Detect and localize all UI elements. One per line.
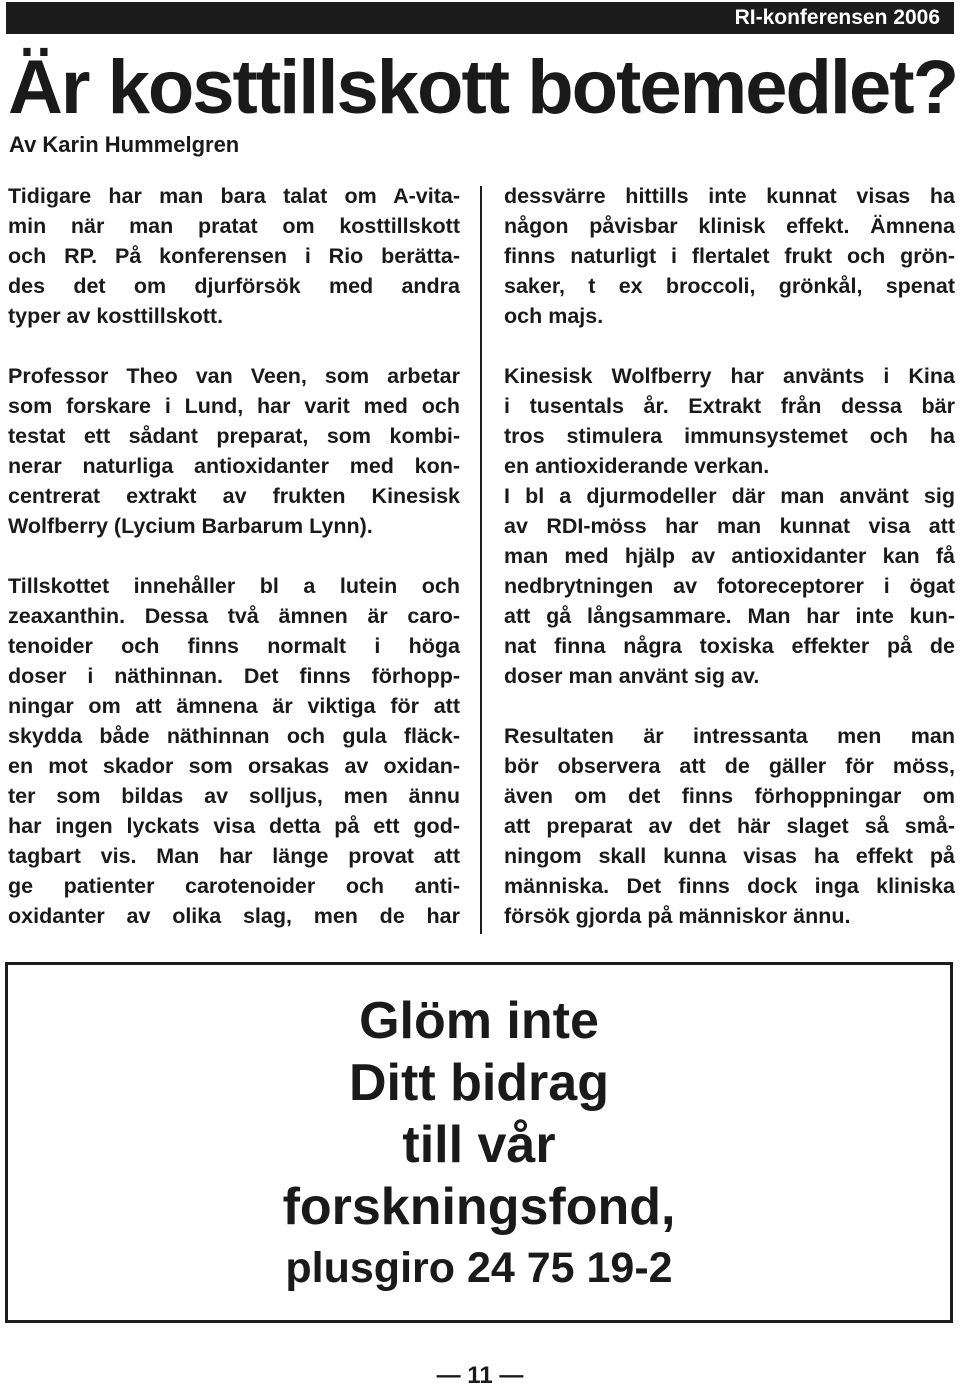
text-line: finns naturligt i flertalet frukt och grön- [504,244,955,268]
text-line: I bl a djurmodeller där man använt sig [504,484,955,508]
right-paragraph-3 [504,721,955,931]
text-line: även om det finns förhoppningar om [504,784,955,808]
text-line: Tidigare har man bara talat om A-vita- [8,184,460,208]
text-line: människa. Det finns dock inga kliniska [504,874,955,898]
text-line: centrerat extrakt av frukten Kinesisk [8,484,460,508]
text-line: man med hjälp av antioxidanter kan få [504,544,955,568]
donation-notice-box [5,962,953,1323]
right-paragraph-2 [504,361,955,691]
text-line: doser i näthinnan. Det finns förhopp- [8,664,460,688]
text-line: ningom skall kunna visas ha effekt på [504,844,955,868]
text-line: någon påvisbar klinisk effekt. Ämnena [504,214,955,238]
text-line: en mot skador som orsakas av oxidan- [8,754,460,778]
notice-line-2: Ditt bidrag [349,1054,609,1112]
article-byline: Av Karin Hummelgren [9,132,240,157]
text-line: typer av kosttillskott. [8,304,224,328]
text-line: Wolfberry (Lycium Barbarum Lynn). [8,514,373,538]
text-line: i tusentals år. Extrakt från dessa bär [504,394,955,418]
text-line: Tillskottet innehåller bl a lutein och [8,574,460,598]
text-line: Kinesisk Wolfberry har använts i Kina [504,364,955,388]
text-line: doser man använt sig av. [504,664,760,688]
right-paragraph-1 [504,181,955,331]
left-column [8,181,460,931]
column-divider [480,186,482,934]
plusgiro-number: plusgiro 24 75 19-2 [285,1244,673,1292]
text-line: Professor Theo van Veen, som arbetar [8,364,460,388]
text-line: testat ett sådant preparat, som kombi- [8,424,460,448]
text-line: att gå långsammare. Man har inte kun- [504,604,955,628]
text-line: nerar naturliga antioxidanter med kon- [8,454,460,478]
text-line: min när man pratat om kosttillskott [8,214,460,238]
text-line: tros stimulera immunsystemet och ha [504,424,955,448]
left-paragraph-3 [8,571,460,931]
text-line: skydda både näthinnan och gula fläck- [8,724,460,748]
text-line: försök gjorda på människor ännu. [504,904,851,928]
text-line: som forskare i Lund, har varit med och [8,394,460,418]
right-column [504,181,955,931]
left-paragraph-2 [8,361,460,541]
text-line: tenoider och finns normalt i höga [8,634,460,658]
text-line: har ingen lyckats visa detta på ett god- [8,814,460,838]
notice-line-3: till vår [402,1116,556,1174]
text-line: saker, t ex broccoli, grönkål, spenat [504,274,955,298]
text-line: ningar om att ämnena är viktiga för att [8,694,460,718]
text-line: bör observera att de gäller för möss, [504,754,955,778]
page-number: — 11 — [436,1362,524,1389]
text-line: oxidanter av olika slag, men de har [8,904,460,928]
text-line: nat finna några toxiska effekter på de [504,634,955,658]
text-line: nedbrytningen av fotoreceptorer i ögat [504,574,955,598]
text-line: zeaxanthin. Dessa två ämnen är caro- [8,604,460,628]
text-line: dessvärre hittills inte kunnat visas ha [504,184,955,208]
text-line: och majs. [504,304,604,328]
text-line: en antioxiderande verkan. [504,454,770,478]
text-line: att preparat av det här slaget så små- [504,814,955,838]
header-label: RI-konferensen 2006 [734,6,940,29]
notice-line-1: Glöm inte [359,992,599,1050]
text-line: och RP. På konferensen i Rio berätta- [8,244,460,268]
text-line: av RDI-möss har man kunnat visa att [504,514,955,538]
header-bar [6,2,954,34]
notice-line-4: forskningsfond, [282,1178,676,1236]
text-line: ge patienter carotenoider och anti- [8,874,460,898]
text-line: tagbart vis. Man har länge provat att [8,844,460,868]
text-line: des det om djurförsök med andra [8,274,460,298]
left-paragraph-1 [8,181,460,331]
text-line: ter som bildas av solljus, men ännu [8,784,460,808]
article-title: Är kosttillskott botemedlet? [8,45,957,130]
text-line: Resultaten är intressanta men man [504,724,955,748]
